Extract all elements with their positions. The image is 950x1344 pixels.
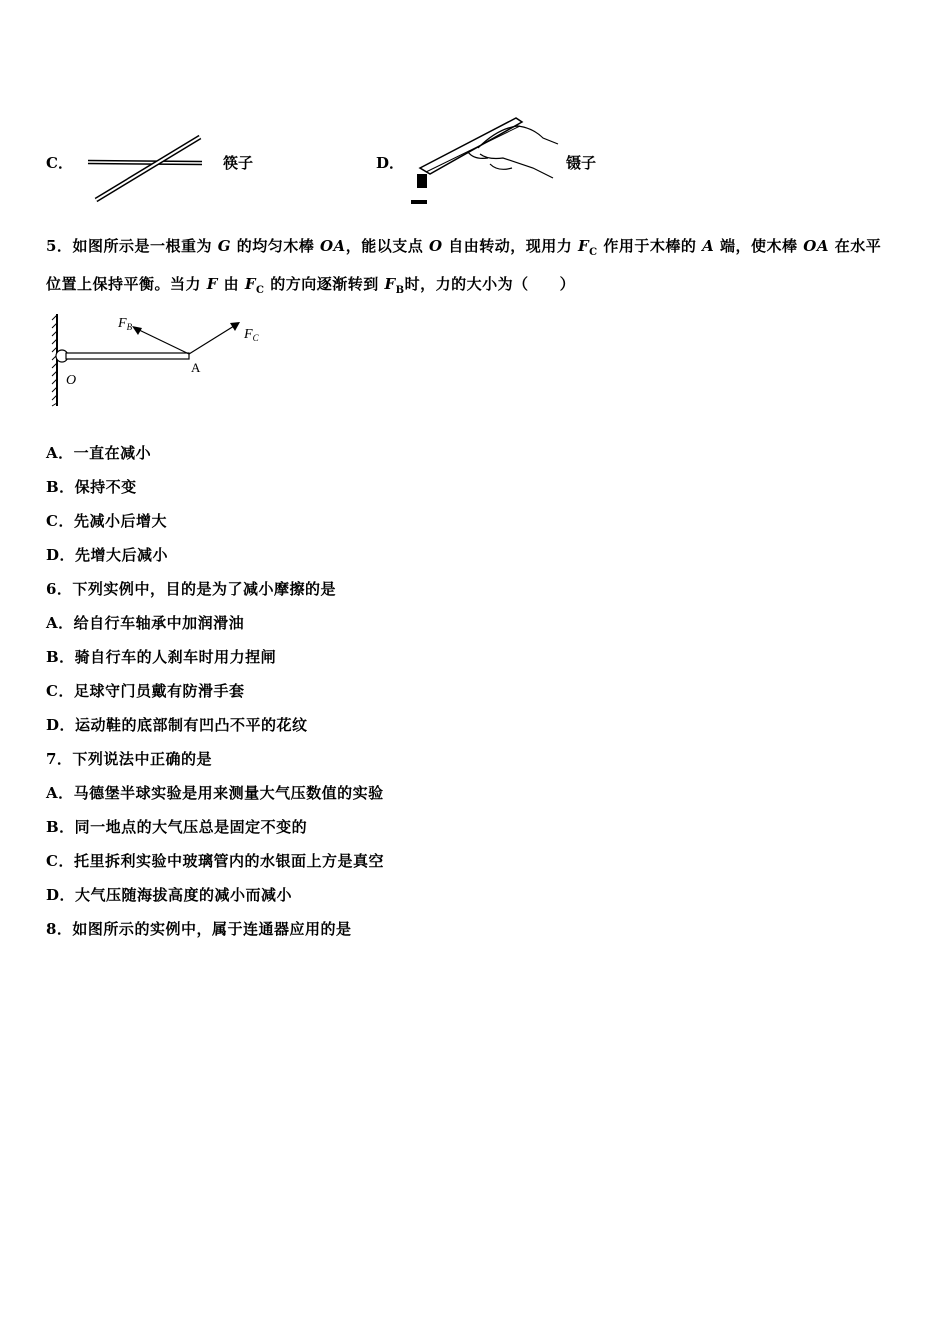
q6-option-a: A．给自行车轴承中加润滑油 [46,614,245,632]
q6-option-b: B．骑自行车的人刹车时用力捏闸 [46,648,277,666]
end-a-label: A [191,360,201,375]
fc-label: $F_C$ [244,327,259,343]
option-d-letter: D． [376,154,405,172]
q8-stem: 8．如图所示的实例中，属于连通器应用的是 [46,920,352,938]
option-d-label: 镊子 [566,154,597,172]
q6-stem: 6．下列实例中，目的是为了减小摩擦的是 [46,580,336,598]
q7-option-b: B．同一地点的大气压总是固定不变的 [46,818,308,836]
q5-option-b: B．保持不变 [46,478,137,496]
q5-option-a: A．一直在减小 [46,444,152,462]
q5-option-d: D．先增大后减小 [46,546,169,564]
q7-option-c: C．托里拆利实验中玻璃管内的水银面上方是真空 [46,852,384,870]
q6-option-d: D．运动鞋的底部制有凹凸不平的花纹 [46,716,308,734]
q5-stem-line2: 位置上保持平衡。当力 F 由 $F_C$ 的方向逐渐转到 $F_B$时，力的大小为（ ） [46,275,576,296]
q7-option-d: D．大气压随海拔高度的减小而减小 [46,886,293,904]
chopsticks-figure [84,130,209,205]
q7-stem: 7．下列说法中正确的是 [46,750,212,768]
pivot-o-label: O [66,373,77,388]
q7-option-a: A．马德堡半球实验是用来测量大气压数值的实验 [46,784,384,802]
q5-stem-line1: 5．如图所示是一根重为 G 的均匀木棒 OA，能以支点 O 自由转动，现用力 $F_C$ 作用于木棒的 A 端，使木棒 OA 在水平 [46,237,882,258]
option-c-letter: C． [46,154,73,172]
tweezers-figure [408,108,563,213]
q5-option-c: C．先减小后增大 [46,512,167,530]
fb-label: $F_B$ [118,316,133,332]
option-c-label: 筷子 [223,154,254,172]
q6-option-c: C．足球守门员戴有防滑手套 [46,682,245,700]
lever-figure [48,308,278,408]
